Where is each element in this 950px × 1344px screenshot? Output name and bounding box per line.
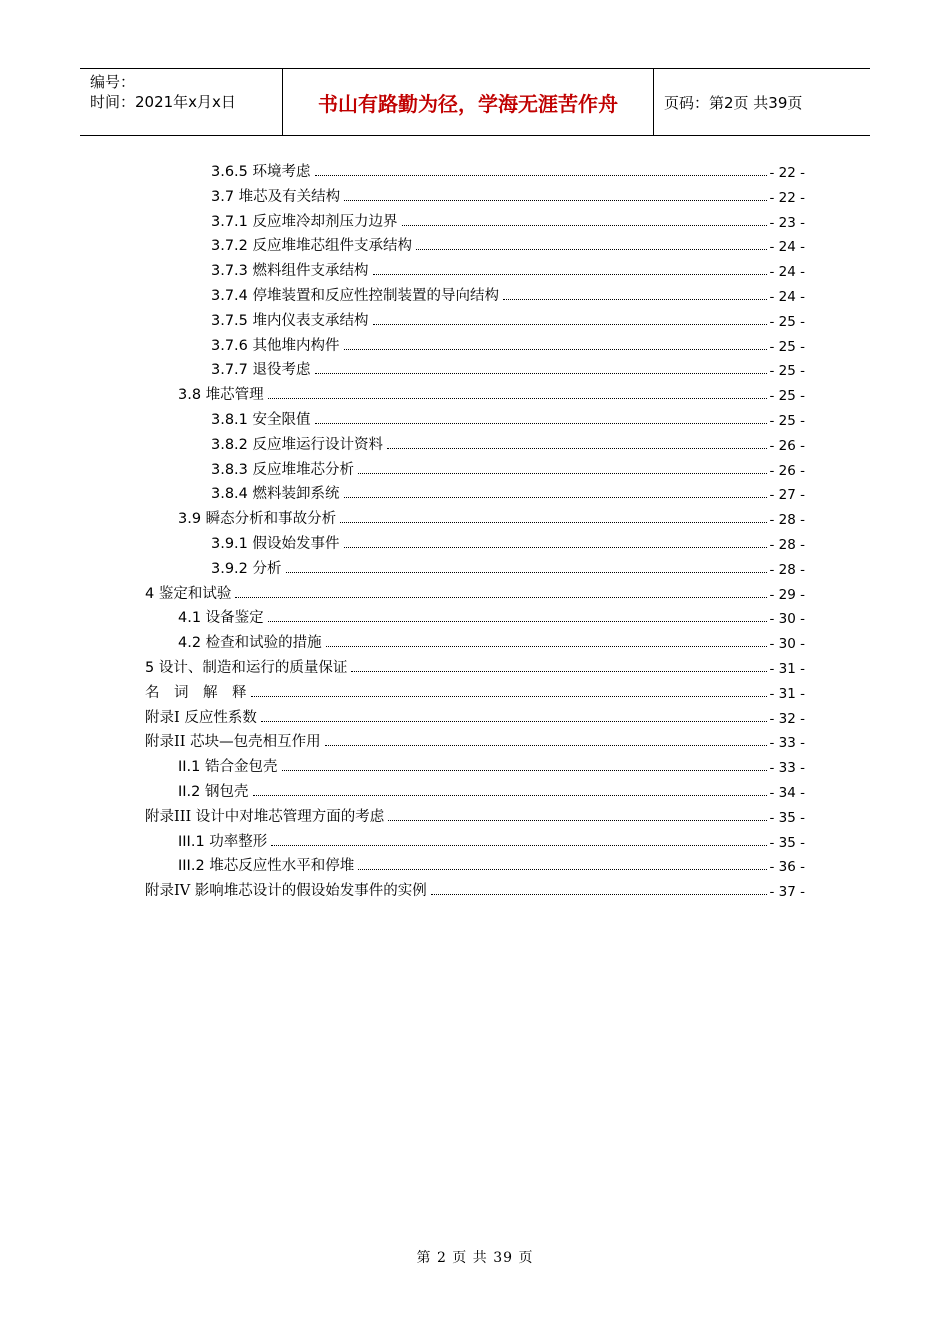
toc-entry-number: 3.8.2	[211, 436, 253, 453]
toc-entry-title: 名 词 解 释	[145, 684, 247, 701]
toc-leader-dots	[388, 820, 767, 821]
toc-leader-dots	[503, 299, 767, 300]
toc-entry-number: 3.8.1	[211, 412, 253, 428]
toc-entry-label	[145, 879, 429, 900]
toc-entry[interactable]	[211, 405, 805, 429]
toc-entry-title: 分析	[252, 560, 282, 577]
toc-entry-page: - 37 -	[769, 884, 805, 901]
toc-entry-number: 3.7.2	[211, 238, 253, 255]
toc-entry-title: 安全限值	[252, 412, 311, 428]
toc-entry-number: 3.8.4	[211, 486, 253, 503]
toc-entry-page: - 35 -	[769, 809, 805, 826]
toc-entry-label	[211, 259, 371, 280]
toc-entry-label	[178, 830, 269, 851]
toc-entry-number: 3.9.2	[211, 560, 253, 577]
toc-entry-title: 钢包壳	[205, 784, 249, 800]
toc-entry-number: 3.7.4	[211, 288, 253, 304]
toc-entry[interactable]	[145, 678, 805, 702]
toc-entry-page: - 22 -	[769, 189, 805, 206]
toc-entry-page: - 26 -	[769, 437, 805, 454]
toc-entry-page: - 24 -	[769, 289, 805, 305]
toc-entry[interactable]	[178, 603, 805, 627]
toc-entry-label	[211, 532, 342, 553]
toc-entry-page: - 33 -	[769, 760, 805, 777]
toc-entry-page: - 24 -	[769, 239, 805, 256]
toc-entry[interactable]	[211, 355, 805, 379]
toc-entry-page: - 33 -	[769, 735, 805, 752]
toc-leader-dots	[416, 249, 767, 250]
time-label: 时间：2021年x月x日	[90, 93, 236, 111]
toc-entry-number: 5	[145, 660, 159, 676]
toc-entry[interactable]	[211, 554, 805, 578]
toc-entry-label	[211, 234, 414, 255]
toc-entry-title: 环境考虑	[252, 164, 311, 180]
toc-entry-label	[211, 408, 313, 429]
toc-leader-dots	[358, 869, 767, 870]
toc-entry-title: 堆内仪表支承结构	[252, 312, 369, 329]
toc-entry-label	[211, 433, 385, 454]
toc-entry-page: - 28 -	[769, 537, 805, 553]
toc-entry-page: - 25 -	[769, 338, 805, 355]
toc-leader-dots	[325, 745, 768, 746]
toc-entry[interactable]	[178, 628, 805, 652]
toc-entry-page: - 26 -	[769, 462, 805, 479]
toc-entry-number: 3.9	[178, 511, 206, 528]
toc-entry[interactable]	[178, 380, 805, 404]
toc-entry-title: 堆芯管理	[205, 387, 264, 404]
toc-leader-dots	[271, 845, 767, 846]
toc-entry-number: 3.7	[211, 188, 239, 205]
toc-entry-number: 3.8.3	[211, 461, 253, 478]
toc-entry[interactable]	[211, 331, 805, 355]
toc-entry[interactable]	[178, 851, 805, 875]
toc-entry-title: 其他堆内构件	[252, 337, 340, 354]
toc-entry-title: 燃料组件支承结构	[252, 263, 369, 280]
toc-entry-number: II.1	[178, 759, 205, 776]
toc-entry-page: - 22 -	[769, 165, 805, 181]
toc-entry-title: 功率整形	[209, 833, 268, 850]
toc-entry-number: III.1	[178, 833, 210, 850]
toc-entry-title: 堆芯及有关结构	[238, 188, 341, 205]
serial-label: 编号：	[90, 73, 136, 91]
toc-leader-dots	[373, 274, 768, 275]
toc-entry-title: 反应堆堆芯组件支承结构	[252, 238, 413, 255]
toc-entry-label	[178, 606, 266, 627]
toc-entry-page: - 28 -	[769, 561, 805, 578]
toc-entry-page: - 27 -	[769, 487, 805, 504]
toc-entry-label	[211, 458, 356, 479]
toc-entry[interactable]	[145, 703, 805, 727]
toc-leader-dots	[344, 200, 767, 201]
toc-entry[interactable]	[211, 256, 805, 280]
toc-leader-dots	[315, 175, 768, 176]
toc-leader-dots	[235, 597, 767, 598]
toc-entry-number: 3.7.6	[211, 337, 253, 354]
toc-entry-page: - 34 -	[769, 785, 805, 801]
toc-entry-label	[211, 185, 342, 206]
toc-entry-number: 4	[145, 585, 159, 602]
toc-entry[interactable]	[145, 876, 805, 900]
toc-entry-title: 检查和试验的措施	[205, 635, 322, 652]
toc-entry-label	[211, 334, 342, 355]
toc-entry-number: 3.6.5	[211, 164, 253, 180]
toc-entry-page: - 35 -	[769, 834, 805, 851]
toc-entry-label	[211, 284, 501, 305]
toc-entry-title: 鉴定和试验	[158, 585, 232, 602]
toc-entry-label	[145, 730, 323, 751]
toc-entry-number: 3.7.7	[211, 362, 253, 379]
toc-entry[interactable]	[178, 777, 805, 801]
toc-leader-dots	[340, 522, 767, 523]
toc-leader-dots	[268, 621, 768, 622]
toc-entry-title: 附录III 设计中对堆芯管理方面的考虑	[145, 808, 385, 825]
toc-entry-number: 3.7.5	[211, 312, 253, 329]
toc-entry-label	[145, 805, 386, 826]
toc-leader-dots	[344, 349, 768, 350]
page-header	[80, 68, 870, 136]
toc-entry-number: 3.7.3	[211, 263, 253, 280]
toc-entry-title: 反应堆堆芯分析	[252, 461, 355, 478]
toc-leader-dots	[326, 646, 768, 647]
toc-entry[interactable]	[211, 182, 805, 206]
toc-entry-title: 附录II 芯块—包壳相互作用	[145, 734, 321, 751]
toc-entry-label	[178, 854, 356, 875]
toc-leader-dots	[286, 572, 768, 573]
toc-entry-page: - 23 -	[769, 214, 805, 231]
toc-entry-number: 3.8	[178, 387, 206, 404]
toc-entry[interactable]	[145, 802, 805, 826]
toc-entry-page: - 25 -	[769, 413, 805, 429]
toc-leader-dots	[358, 473, 767, 474]
toc-entry-page: - 30 -	[769, 611, 805, 628]
toc-entry-title: 堆芯反应性水平和停堆	[209, 858, 355, 875]
toc-entry-label	[145, 706, 259, 727]
toc-leader-dots	[251, 696, 768, 697]
toc-entry-title: 设备鉴定	[205, 610, 264, 627]
toc-entry-label	[178, 383, 266, 404]
toc-entry-number: II.2	[178, 784, 205, 800]
toc-leader-dots	[315, 423, 768, 424]
toc-entry-label	[178, 631, 324, 652]
toc-leader-dots	[344, 497, 768, 498]
toc-entry-title: 反应堆运行设计资料	[252, 436, 384, 453]
toc-entry-label	[178, 755, 280, 776]
toc-entry[interactable]	[211, 529, 805, 553]
toc-entry[interactable]	[178, 827, 805, 851]
toc-entry-label	[211, 210, 400, 231]
toc-entry-title: 燃料装卸系统	[252, 486, 340, 503]
header-meta	[80, 69, 282, 135]
toc-entry-number: 4.2	[178, 635, 206, 652]
toc-entry-title: 瞬态分析和事故分析	[205, 511, 337, 528]
toc-entry-title: 反应堆冷却剂压力边界	[252, 213, 398, 230]
toc-entry-number: 4.1	[178, 610, 206, 627]
toc-leader-dots	[373, 324, 768, 325]
toc-entry[interactable]	[211, 231, 805, 255]
toc-leader-dots	[431, 894, 768, 895]
toc-entry[interactable]	[145, 653, 805, 677]
page-footer: 第 2 页 共 39 页	[416, 1250, 534, 1266]
toc-entry[interactable]	[145, 727, 805, 751]
header-page-label: 页码：第2页 共39页	[664, 93, 803, 112]
toc-entry-label	[145, 582, 233, 603]
toc-entry-page: - 30 -	[769, 636, 805, 653]
toc-entry[interactable]	[211, 479, 805, 503]
toc-entry-title: 附录IV 影响堆芯设计的假设始发事件的实例	[145, 883, 427, 900]
toc-entry[interactable]	[211, 306, 805, 330]
toc-leader-dots	[402, 225, 768, 226]
toc-entry-label	[178, 780, 251, 801]
toc-entry-page: - 25 -	[769, 313, 805, 330]
toc-entry[interactable]	[178, 752, 805, 776]
toc-entry-title: 锆合金包壳	[205, 759, 278, 776]
toc-entry-label	[211, 557, 284, 578]
toc-leader-dots	[282, 770, 768, 771]
toc-entry[interactable]	[211, 157, 805, 181]
toc-entry-title: 设计、制造和运行的质量保证	[158, 660, 348, 676]
toc-entry-page: - 28 -	[769, 512, 805, 529]
toc-entry[interactable]	[211, 455, 805, 479]
toc-entry[interactable]	[211, 281, 805, 305]
toc-entry[interactable]	[145, 579, 805, 603]
toc-leader-dots	[387, 448, 767, 449]
toc-entry-title: 附录I 反应性系数	[145, 709, 257, 726]
toc-entry-page: - 32 -	[769, 710, 805, 727]
toc-entry-page: - 31 -	[769, 661, 805, 677]
toc-entry-page: - 29 -	[769, 586, 805, 603]
toc-entry-title: 假设始发事件	[252, 536, 340, 552]
toc-entry-label	[211, 358, 313, 379]
toc-entry-label	[211, 309, 371, 330]
toc-entry-number: III.2	[178, 858, 210, 875]
toc-entry-page: - 31 -	[769, 685, 805, 702]
toc-entry-label	[211, 160, 313, 181]
toc-entry-title: 退役考虑	[252, 362, 311, 379]
header-motto: 书山有路勤为径，学海无涯苦作舟	[282, 69, 654, 135]
toc-entry-page: - 36 -	[769, 859, 805, 876]
toc-leader-dots	[315, 373, 768, 374]
toc-leader-dots	[351, 671, 767, 672]
toc-entry-number: 3.9.1	[211, 536, 253, 552]
toc-leader-dots	[268, 398, 768, 399]
toc-entry-label	[145, 681, 249, 702]
toc-entry-page: - 25 -	[769, 388, 805, 405]
toc-leader-dots	[253, 795, 768, 796]
toc-entry-title: 停堆装置和反应性控制装置的导向结构	[252, 288, 500, 304]
toc-entry-label	[145, 656, 349, 677]
toc-leader-dots	[261, 721, 768, 722]
toc-entry-label	[178, 507, 338, 528]
toc-entry-label	[211, 482, 342, 503]
toc-entry-number: 3.7.1	[211, 213, 253, 230]
toc-entry[interactable]	[178, 504, 805, 528]
toc-leader-dots	[344, 547, 768, 548]
toc-entry[interactable]	[211, 430, 805, 454]
toc-entry-page: - 24 -	[769, 264, 805, 281]
toc-entry[interactable]	[211, 207, 805, 231]
toc-entry-page: - 25 -	[769, 363, 805, 380]
